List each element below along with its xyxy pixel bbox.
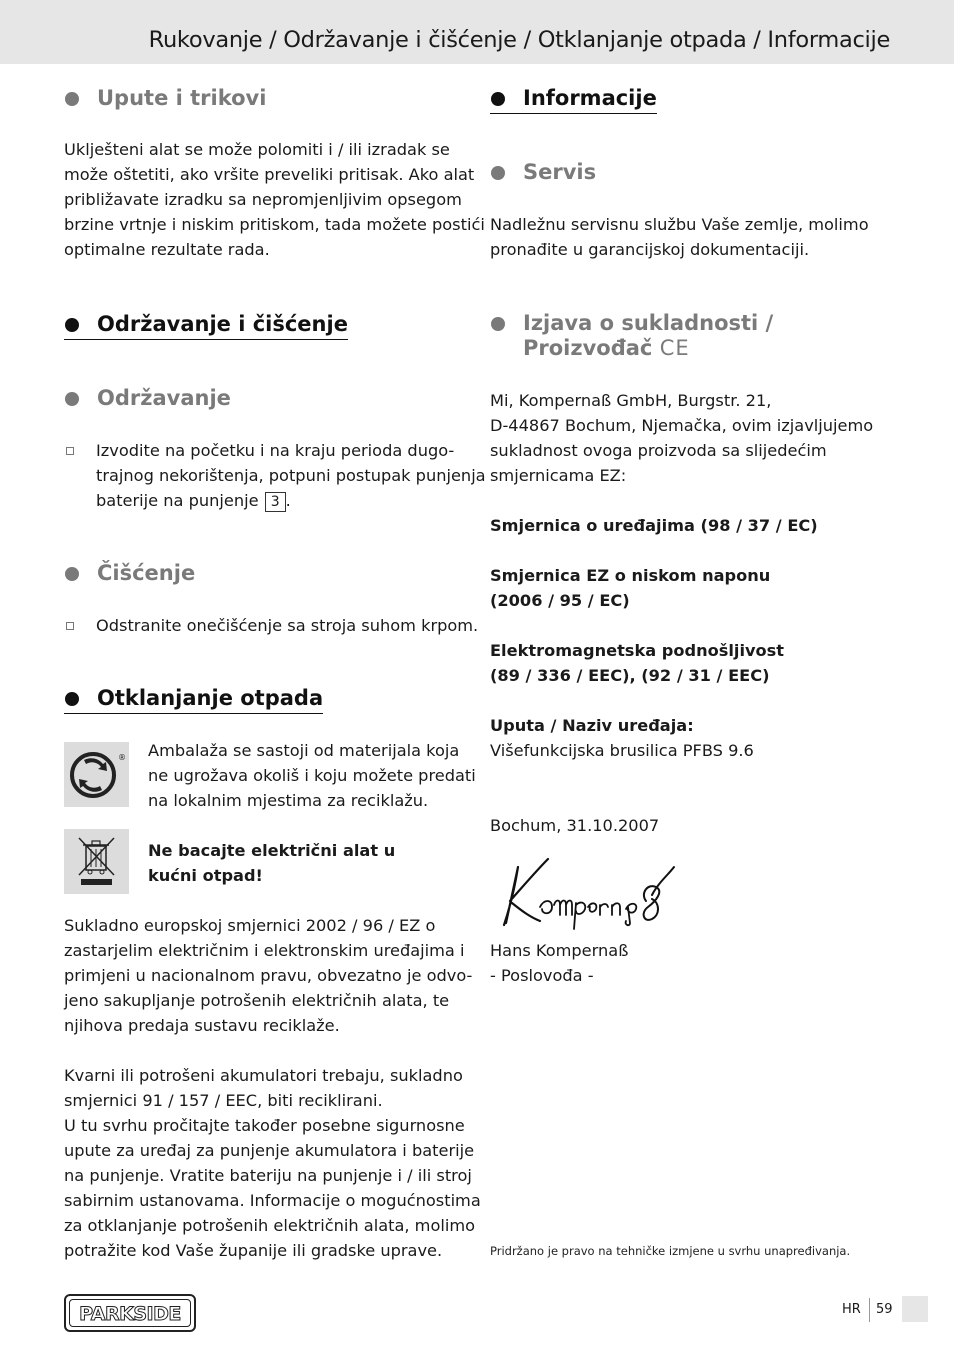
bullet-dot-icon	[65, 392, 79, 406]
directive-low-voltage: Smjernica EZ o niskom naponu (2006 / 95 / EC)	[490, 566, 771, 610]
footer-note: Pridržano je pravo na tehničke izmjene u svrhu unapređivanja.	[490, 1244, 851, 1258]
device-designation: Uputa / Naziv uređaja: Višefunkcijska brusilica PFBS 9.6	[490, 716, 754, 760]
page-corner-tile	[902, 1296, 928, 1322]
heading-maintenance-cleaning: Održavanje i čišćenje	[64, 312, 348, 340]
heading-service: Servis	[490, 160, 596, 185]
bullet-dot-icon	[491, 317, 505, 331]
parkside-logo: PARKSIDE	[64, 1294, 196, 1332]
page-title: Rukovanje / Održavanje i čišćenje / Otklanjanje otpada / Informacije	[148, 27, 890, 53]
conformity-intro: Mi, Kompernaß GmbH, Burgstr. 21, D-44867 Bochum, Njemačka, ovim izjavljujemo sukladnost ovoga proizvoda sa slijedećim smjernicama EZ:	[490, 391, 874, 485]
figure-reference-box: 3	[265, 492, 286, 512]
checkbox-bullet-icon	[66, 447, 74, 455]
signer-block: Hans Kompernaß - Poslovođa -	[490, 941, 629, 985]
signature-image	[496, 855, 681, 930]
language-code: HR	[842, 1302, 861, 1317]
page-separator	[869, 1298, 870, 1322]
bullet-dot-icon	[65, 318, 79, 332]
maintenance-bullet: Izvodite na početku i na kraju perioda dugo- trajnog nekorištenja, potpuni postupak punjenja baterije na punjenje 3 .	[64, 438, 486, 513]
heading-cleaning: Čišćenje	[64, 561, 195, 586]
disposal-warning: Ne bacajte električni alat u kućni otpad!	[148, 841, 396, 885]
bullet-dot-icon	[65, 92, 79, 106]
heading-conformity: Izjava o sukladnosti / Proizvođač CE	[490, 311, 773, 361]
heading-information: Informacije	[490, 86, 657, 114]
bullet-dot-icon	[491, 92, 505, 106]
heading-maintenance: Održavanje	[64, 386, 231, 411]
weee-directive-paragraph: Sukladno europskoj smjernici 2002 / 96 / EZ o zastarjelim električnim i elektronskim uređajima i primjeni u nacionalnom pravu, obvezatno je odvo- jeno sakupljanje potrošenih električnih alata, te njihova predaja sustavu reciklaže.	[64, 916, 473, 1035]
heading-tips: Upute i trikovi	[64, 86, 266, 111]
packaging-paragraph: Ambalaža se sastoji od materijala koja ne ugrožava okoliš i koju možete predati na lokalnim mjestima za reciklažu.	[148, 741, 476, 810]
directive-machinery: Smjernica o uređajima (98 / 37 / EC)	[490, 516, 818, 535]
service-paragraph: Nadležnu servisnu službu Vaše zemlje, molimo pronađite u garancijskoj dokumentaciji.	[490, 215, 869, 259]
cleaning-bullet: Odstranite onečišćenje sa stroja suhom krpom.	[64, 613, 478, 638]
bullet-dot-icon	[65, 567, 79, 581]
heading-disposal: Otklanjanje otpada	[64, 686, 323, 714]
battery-paragraph: Kvarni ili potrošeni akumulatori trebaju, sukladno smjernici 91 / 157 / EEC, biti reciklirani. U tu svrhu pročitajte također posebne sigurnosne upute za uređaj za punjenje akumulatora i baterije na punjenje. Vratite bateriju na punjenje i / ili stroj sabirnim ustanovama. Informacije o mogućnostima za otklanjanje potrošenih električnih alata, molimo potražite kod Vaše županije ili gradske uprave.	[64, 1066, 481, 1260]
tips-paragraph: Uklješteni alat se može polomiti i / ili izradak se može oštetiti, ako vršite preveliki pritisak. Ako alat približavate izradku sa nepromjenljivim opsegom brzine vrtnje i niskim pritiskom, tada možete postići optimalne rezultate rada.	[64, 140, 485, 259]
ce-mark-icon: CE	[659, 336, 690, 360]
green-dot-recycling-icon	[64, 742, 129, 807]
page-number: 59	[876, 1302, 893, 1317]
crossed-bin-weee-icon	[64, 829, 129, 894]
directive-emc: Elektromagnetska podnošljivost (89 / 336 / EEC), (92 / 31 / EEC)	[490, 641, 785, 685]
place-date: Bochum, 31.10.2007	[490, 816, 660, 835]
checkbox-bullet-icon	[66, 622, 74, 630]
bullet-dot-icon	[65, 692, 79, 706]
bullet-dot-icon	[491, 166, 505, 180]
registered-mark: ®	[118, 753, 126, 762]
